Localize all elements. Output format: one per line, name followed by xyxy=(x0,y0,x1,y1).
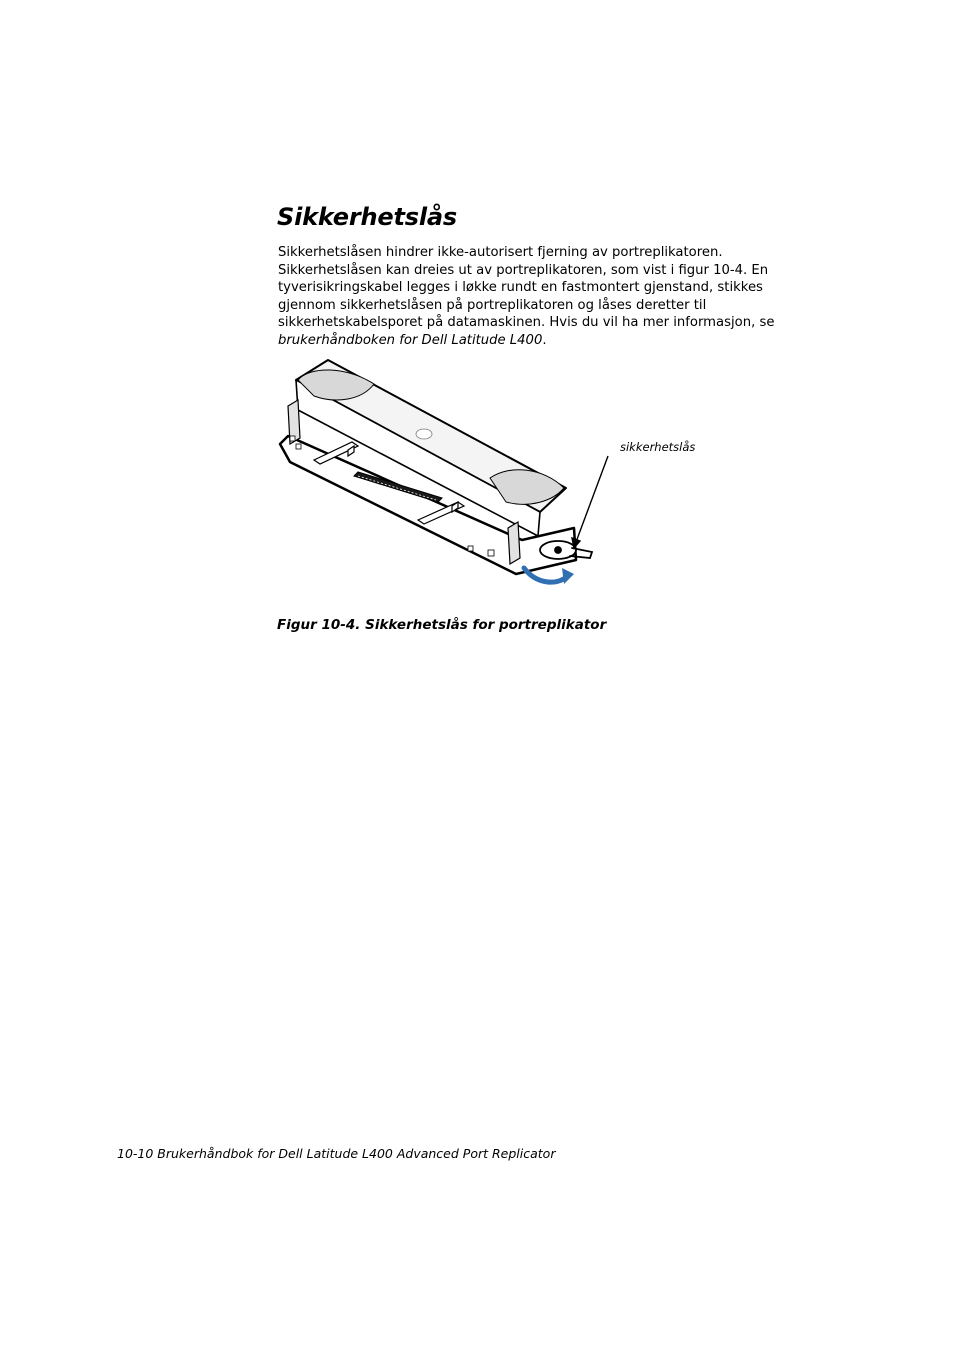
figure-caption: Figur 10-4. Sikkerhetslås for portreplikator xyxy=(277,617,607,633)
security-lock-icon xyxy=(540,541,592,559)
body-paragraph xyxy=(278,244,823,349)
dell-logo-icon xyxy=(416,429,432,439)
security-lock-label: sikkerhetslås xyxy=(620,440,696,454)
callout-leader xyxy=(572,456,608,548)
paragraph-end: . xyxy=(542,332,547,348)
section-heading: Sikkerhetslås xyxy=(277,203,457,231)
right-post xyxy=(508,522,520,564)
page-footer: 10-10 Brukerhåndbok for Dell Latitude L400 Advanced Port Replicator xyxy=(117,1146,556,1161)
port-replicator-illustration xyxy=(276,352,716,592)
manual-reference: brukerhåndboken for Dell Latitude L400 xyxy=(278,332,543,348)
paragraph-text: Sikkerhetslåsen hindrer ikke-autorisert fjerning av portreplikatoren. Sikkerhetslåsen kan dreies ut av portreplikatoren, som vist i figur 10-4. En tyverisikringskabel legges i løkke rundt en fastmontert gjenstand, stikkes gjennom sikkerhetslåsen på portreplikatoren og låses deretter til sikkerhetskabelsporet på datamaskinen. Hvis du vil ha mer informasjon, se xyxy=(278,245,775,330)
